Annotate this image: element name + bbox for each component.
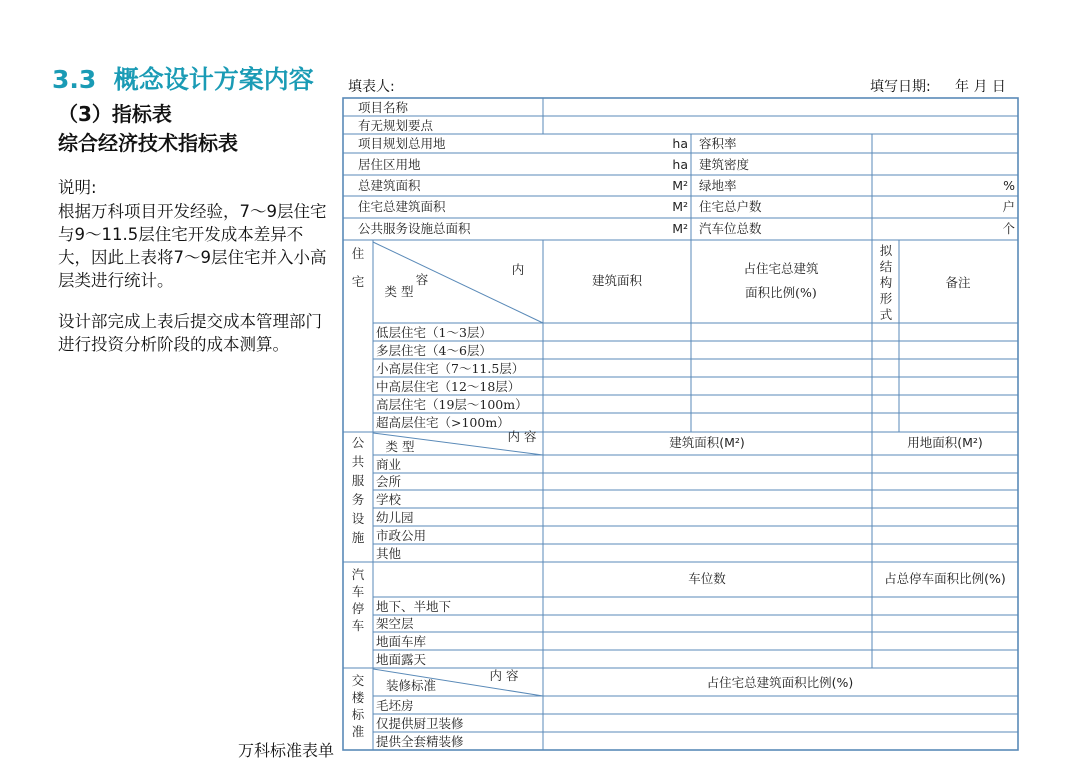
structure-col-char-1: 拟 [879,243,893,258]
parking-group-char-2: 车 [351,584,365,599]
residential-group-char-1: 住 [351,246,365,261]
residential-row-6: 超高层住宅（>100m） [376,415,510,430]
public-group-char-1: 公 [351,435,365,450]
project-name-label: 项目名称 [358,100,409,115]
general-row-3-unit: M² [672,178,688,193]
public-group-char-4: 务 [351,492,365,507]
handover-row-1: 毛坯房 [376,698,414,713]
general-row-5-unit: M² [672,221,688,236]
handover-group-char-2: 楼 [351,690,365,705]
planning-points-label: 有无规划要点 [358,118,434,133]
public-col-land: 用地面积(M²) [907,435,983,450]
public-row-3: 学校 [376,492,402,507]
general-row-1-label2: 容积率 [699,136,737,151]
parking-group-char-4: 车 [351,618,365,633]
section-number: 3.3 [52,65,97,94]
residential-diag-mid: 容 [415,272,429,287]
public-group-char-5: 设 [351,511,365,526]
structure-col-char-5: 式 [879,307,893,322]
public-diag-top: 内 容 [507,429,537,444]
general-row-2-label: 居住区用地 [358,157,421,172]
handover-diag-top: 内 容 [489,668,519,683]
notes-paragraph-1: 根据万科项目开发经验，7～9层住宅与9～11.5层住宅开发成本差异不大，因此上表将7～9层住宅并入小高层类进行统计。 [58,202,327,290]
general-row-4-unit2: 户 [1002,199,1015,214]
residential-col-ratio-line2: 面积比例(%) [745,285,817,300]
notes-label: 说明: [58,178,97,197]
public-group-char-6: 施 [351,530,365,545]
residential-col-remark: 备注 [945,275,971,290]
general-row-3-label2: 绿地率 [699,178,737,193]
general-row-3-label: 总建筑面积 [358,178,421,193]
public-row-4: 幼儿园 [376,510,414,525]
structure-col-char-4: 形 [879,291,893,306]
parking-col-ratio: 占总停车面积比例(%) [884,571,1006,586]
general-row-5-label: 公共服务设施总面积 [358,221,471,236]
general-row-2-label2: 建筑密度 [699,157,750,172]
parking-group-char-3: 停 [351,601,365,616]
parking-group-char-1: 汽 [351,567,365,582]
public-row-2: 会所 [376,474,402,489]
notes-paragraph-2: 设计部完成上表后提交成本管理部门进行投资分析阶段的成本测算。 [58,312,322,354]
general-row-5-unit2: 个 [1002,221,1015,236]
public-group-char-3: 服 [351,473,365,488]
residential-row-3: 小高层住宅（7～11.5层） [376,361,525,376]
residential-row-2: 多层住宅（4～6层） [376,343,492,358]
date-parts: 年 月 日 [955,79,1006,95]
handover-group-char-4: 准 [351,724,365,739]
footer-caption: 万科标准表单 [238,741,335,760]
residential-col-ratio-line1: 占住宅总建筑 [743,261,819,276]
general-row-4-label: 住宅总建筑面积 [358,199,446,214]
public-row-5: 市政公用 [376,528,427,543]
handover-row-2: 仅提供厨卫装修 [376,716,464,731]
filler-label: 填表人: [348,79,395,95]
handover-row-3: 提供全套精装修 [376,734,464,749]
structure-col-char-3: 构 [879,275,893,290]
public-row-1: 商业 [376,457,402,472]
residential-group-char-2: 宅 [351,274,365,289]
parking-col-count: 车位数 [688,571,726,586]
structure-col-char-2: 结 [879,259,893,274]
date-label: 填写日期: [870,79,931,95]
general-row-1-unit: ha [672,136,688,151]
parking-row-3: 地面车库 [376,634,427,649]
residential-diag-top: 内 [511,262,525,277]
parking-row-1: 地下、半地下 [376,599,452,614]
residential-row-1: 低层住宅（1～3层） [376,325,492,340]
residential-row-4: 中高层住宅（12～18层） [376,379,521,394]
residential-diag-bottom: 类 型 [384,284,414,299]
public-diag-bottom: 类 型 [385,439,415,454]
residential-col-area: 建筑面积 [591,273,643,288]
general-row-2-unit: ha [672,157,688,172]
parking-row-2: 架空层 [376,616,414,631]
general-row-3-unit2: % [1003,178,1015,193]
general-row-4-label2: 住宅总户数 [699,199,762,214]
table-title: 综合经济技术指标表 [58,131,238,155]
handover-group-char-3: 标 [351,707,365,722]
general-row-4-unit: M² [672,199,688,214]
public-col-area: 建筑面积(M²) [669,435,745,450]
handover-diag-bottom: 装修标准 [385,678,437,693]
handover-col-ratio: 占住宅总建筑面积比例(%) [706,675,854,690]
subtitle: （3）指标表 [58,102,172,126]
section-title: 概念设计方案内容 [113,65,314,94]
public-row-6: 其他 [376,546,402,561]
general-row-1-label: 项目规划总用地 [358,136,446,151]
parking-row-4: 地面露天 [376,652,427,667]
general-row-5-label2: 汽车位总数 [699,221,762,236]
handover-group-char-1: 交 [351,673,365,688]
residential-row-5: 高层住宅（19层～100m） [376,397,528,412]
public-group-char-2: 共 [351,454,365,469]
